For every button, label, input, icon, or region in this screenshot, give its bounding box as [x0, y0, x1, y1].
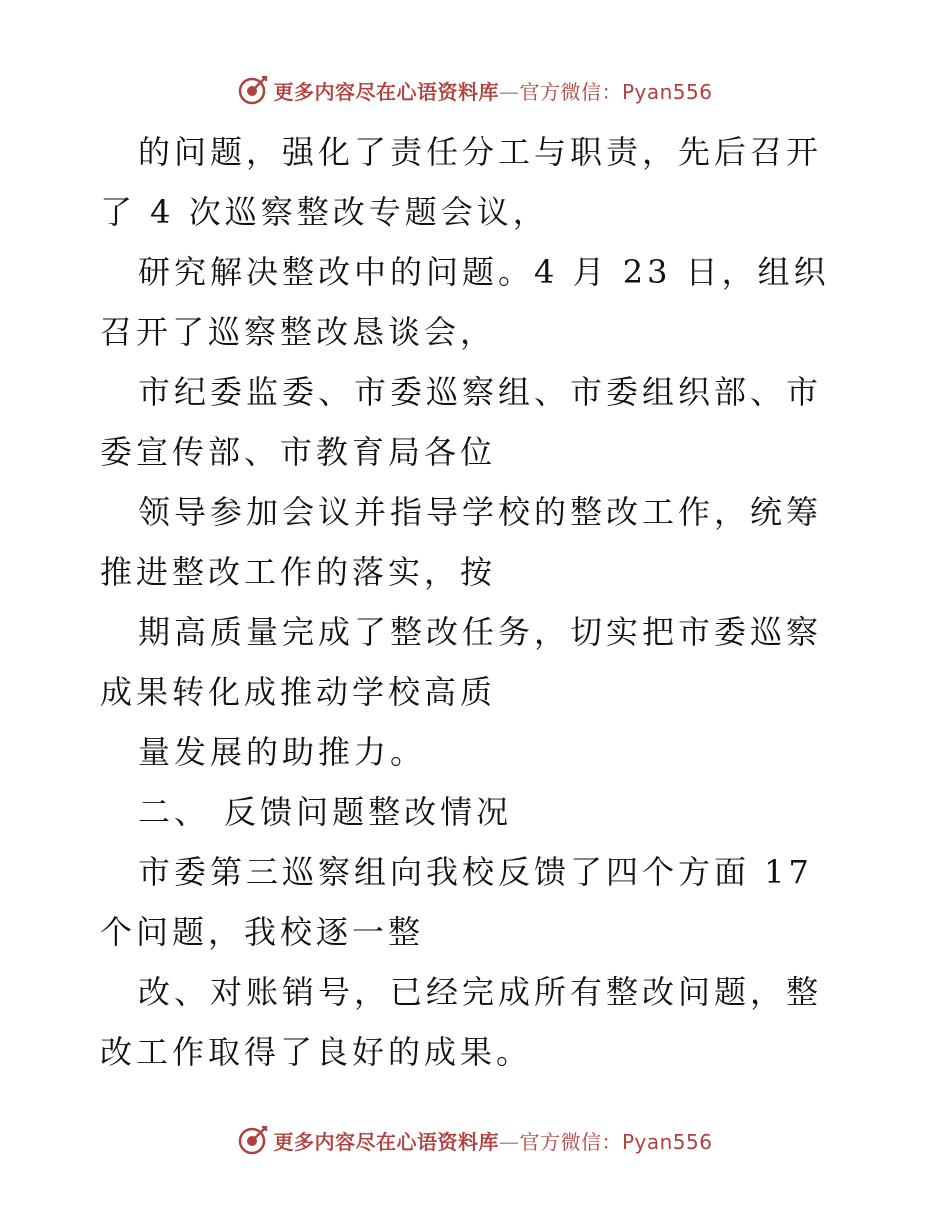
header-watermark	[0, 70, 950, 110]
footer-wechat: 官方微信：Pyan556	[519, 1129, 713, 1154]
paragraph: 研究解决整改中的问题。4 月 23 日，组织召开了巡察整改恳谈会，	[100, 253, 830, 351]
paragraph: 市委第三巡察组向我校反馈了四个方面 17 个问题，我校逐一整	[100, 853, 813, 951]
header-brand: 更多内容尽在心语资料库	[273, 79, 499, 104]
logo-icon	[237, 74, 269, 106]
footer-watermark	[0, 1120, 950, 1160]
paragraph: 领导参加会议并指导学校的整改工作，统筹推进整改工作的落实，按	[100, 493, 823, 591]
paragraph: 市纪委监委、市委巡察组、市委组织部、市委宣传部、市教育局各位	[100, 373, 823, 471]
paragraph: 期高质量完成了整改任务，切实把市委巡察成果转化成推动学校高质	[100, 613, 823, 711]
footer-watermark-text	[273, 1126, 712, 1155]
footer-separator: —	[498, 1129, 520, 1154]
header-watermark-text	[273, 76, 712, 105]
logo-icon	[237, 1124, 269, 1156]
header-separator: —	[498, 79, 520, 104]
section-heading: 二、 反馈问题整改情况	[138, 793, 513, 831]
document-body	[100, 122, 852, 1082]
header-wechat: 官方微信：Pyan556	[519, 79, 713, 104]
footer-brand: 更多内容尽在心语资料库	[273, 1129, 499, 1154]
paragraph: 改、对账销号，已经完成所有整改问题，整改工作取得了良好的成果。	[100, 973, 823, 1071]
paragraph: 量发展的助推力。	[138, 733, 427, 771]
paragraph: 的问题，强化了责任分工与职责，先后召开了 4 次巡察整改专题会议，	[100, 133, 823, 231]
